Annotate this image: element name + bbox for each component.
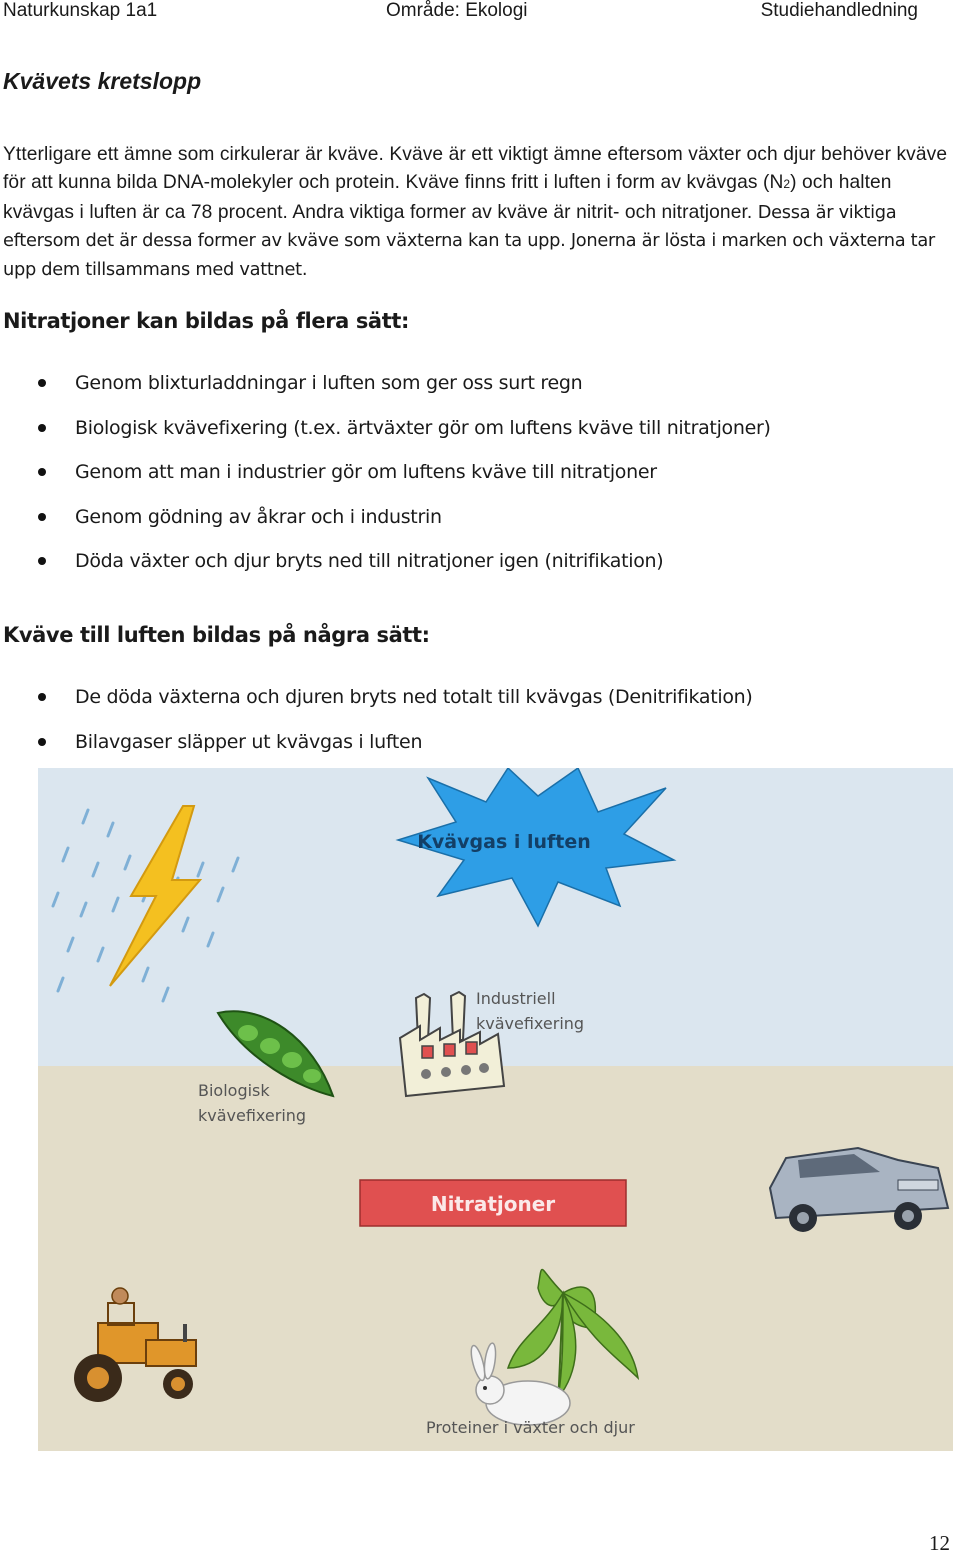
header-doc-type: Studiehandledning: [760, 0, 918, 21]
list-item: Bilavgaser släpper ut kvävgas i luften: [0, 730, 753, 775]
nitrate-label: Nitratjoner: [430, 1192, 556, 1216]
list-item: De döda växterna och djuren bryts ned totalt till kvävgas (Denitrifikation): [0, 685, 753, 730]
intro-text-b: ) och halten kvävgas i luften är ca 78 procent. Andra viktiga former av kväve är nitrit- och nitratjoner.: [3, 172, 892, 223]
header-area: Område: Ekologi: [386, 0, 528, 21]
bullet-icon: [38, 468, 46, 476]
biological-label-line2: kvävefixering: [198, 1106, 307, 1125]
air-label: Kvävgas i luften: [417, 831, 591, 853]
list-item: Genom blixturladdningar i luften som ger oss surt regn: [0, 371, 771, 416]
air-formation-list: [0, 685, 753, 774]
intro-text-c: Dessa är viktiga eftersom det är dessa former av kväve som växterna kan ta upp. Jonerna är lösta i marken och växterna tar upp dem tillsammans med vattnet.: [3, 201, 935, 280]
list-item: Döda växter och djur bryts ned till nitratjoner igen (nitrifikation): [0, 549, 771, 594]
page-title: Kvävets kretslopp: [3, 68, 202, 94]
section-heading-nitrate: Nitratjoner kan bildas på flera sätt:: [3, 309, 409, 333]
section-heading-air: Kväve till luften bildas på några sätt:: [3, 623, 430, 647]
industrial-label-line2: kvävefixering: [476, 1014, 585, 1033]
page-header: [0, 0, 960, 24]
list-item: Genom att man i industrier gör om luftens kväve till nitratjoner: [0, 460, 771, 505]
bullet-icon: [38, 379, 46, 387]
bullet-icon: [38, 424, 46, 432]
header-course: Naturkunskap 1a1: [3, 0, 158, 21]
nitrogen-cycle-diagram: [38, 768, 953, 1451]
intro-subscript: 2: [783, 177, 791, 192]
list-item: Genom gödning av åkrar och i industrin: [0, 505, 771, 550]
nitrate-formation-list: [0, 371, 771, 594]
biological-label-line1: Biologisk: [198, 1081, 270, 1100]
industrial-label-line1: Industriell: [476, 989, 556, 1008]
list-item: Biologisk kvävefixering (t.ex. ärtväxter gör om luftens kväve till nitratjoner): [0, 416, 771, 461]
protein-label: Proteiner i växter och djur: [426, 1418, 635, 1437]
page-number: 12: [929, 1531, 950, 1555]
bullet-icon: [38, 693, 46, 701]
bullet-icon: [38, 557, 46, 565]
bullet-icon: [38, 738, 46, 746]
intro-paragraph: [3, 141, 958, 284]
bullet-icon: [38, 513, 46, 521]
intro-text-a: Ytterligare ett ämne som cirkulerar är kväve. Kväve är ett viktigt ämne eftersom växter och djur behöver kväve för att kunna bilda DNA-molekyler och protein. Kväve finns fritt i luften i form av kvävgas (N: [3, 144, 948, 194]
